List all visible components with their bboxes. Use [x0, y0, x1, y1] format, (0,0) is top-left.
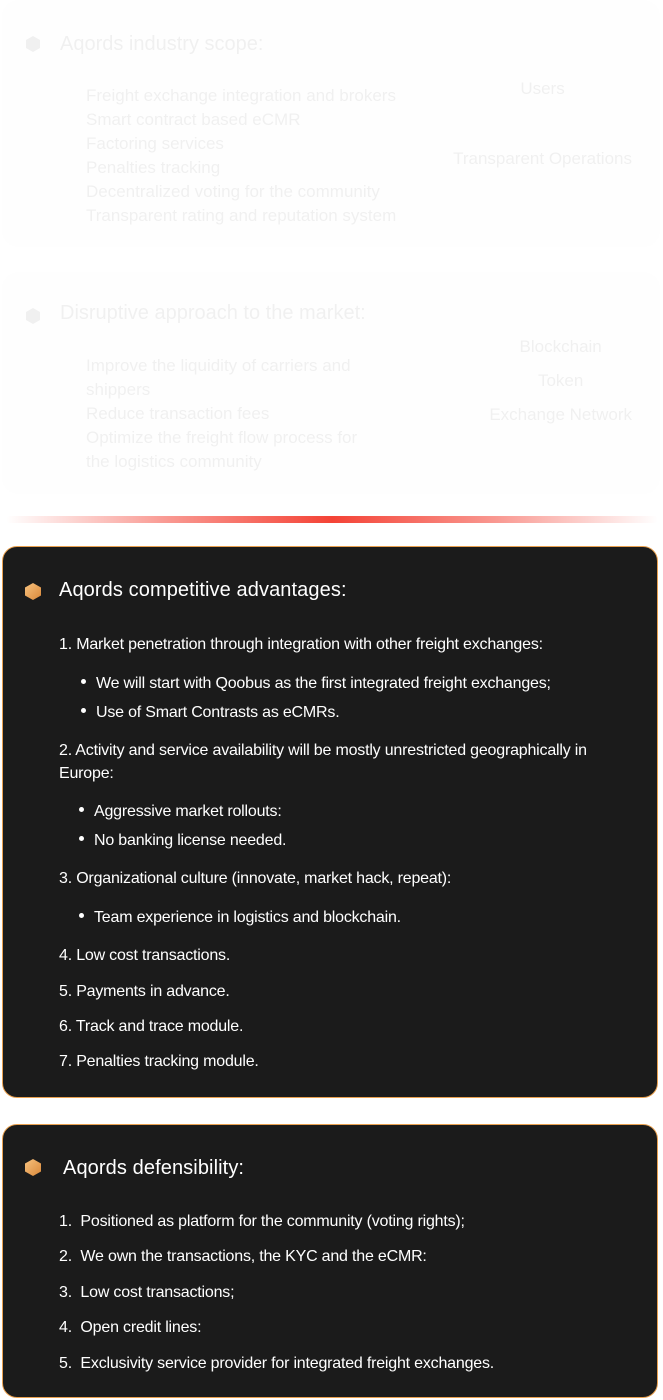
advantage-sub-item — [79, 829, 286, 852]
defensibility-item: 4. Open credit lines: — [59, 1319, 202, 1336]
side-label: Users — [520, 79, 565, 98]
sub-item-text: Use of Smart Contrasts as eCMRs. — [96, 704, 340, 721]
advantage-item: 5. Payments in advance. — [59, 983, 230, 1000]
hexagon-bullet-icon — [25, 583, 41, 600]
bullet-dot — [79, 807, 84, 812]
advantage-item: 1. Market penetration through integration with other freight exchanges: — [59, 636, 543, 653]
list-item: Improve the liquidity of carriers and — [86, 356, 351, 375]
bullet-dot — [81, 679, 86, 684]
side-label: Blockchain — [519, 337, 602, 356]
hexagon-bullet-icon — [25, 1159, 41, 1176]
card-title: Aqords industry scope: — [60, 33, 264, 55]
advantage-sub-item — [79, 906, 401, 929]
faded-card-industry-scope — [2, 0, 660, 247]
bullet-dot — [79, 836, 84, 841]
advantage-item: 7. Penalties tracking module. — [59, 1053, 259, 1070]
side-label: Transparent Operations — [453, 149, 632, 168]
advantage-item: 3. Organizational culture (innovate, market hack, repeat): — [59, 870, 452, 887]
section-divider — [6, 516, 658, 523]
side-labels — [453, 72, 632, 176]
sub-item-text: No banking license needed. — [94, 832, 287, 849]
advantage-item: 2. Activity and service availability will be mostly unrestricted geographically in Europe: — [59, 742, 587, 782]
list-item: Smart contract based eCMR — [86, 110, 301, 129]
faded-card-disruptive-approach — [2, 272, 660, 494]
advantage-sub-item — [81, 672, 551, 695]
list-item: Optimize the freight flow process for — [86, 428, 358, 447]
defensibility-item: 3. Low cost transactions; — [59, 1284, 235, 1301]
list-item: Decentralized voting for the community — [86, 182, 380, 201]
sub-item-text: We will start with Qoobus as the first integrated freight exchanges; — [96, 675, 551, 692]
advantage-item: 4. Low cost transactions. — [59, 947, 231, 964]
side-labels — [489, 330, 632, 432]
defensibility-item: 2. We own the transactions, the KYC and the eCMR: — [59, 1248, 427, 1265]
hexagon-bullet-icon — [26, 36, 40, 52]
defensibility-item: 5. Exclusivity service provider for integrated freight exchanges. — [59, 1355, 495, 1372]
card-title: Aqords competitive advantages: — [59, 579, 347, 601]
side-label: Token — [537, 371, 584, 390]
list-item: the logistics community — [86, 452, 262, 471]
list-item: Reduce transaction fees — [86, 404, 270, 423]
card-title: Aqords defensibility: — [63, 1157, 245, 1179]
list-item: Factoring services — [86, 134, 224, 153]
list-item: Freight exchange integration and brokers — [86, 86, 396, 105]
advantage-sub-item — [79, 800, 282, 823]
advantage-sub-item — [81, 701, 339, 724]
defensibility-card — [2, 1124, 658, 1398]
bullet-dot — [81, 708, 86, 713]
advantage-item: 6. Track and trace module. — [59, 1018, 244, 1035]
sub-item-text: Aggressive market rollouts: — [94, 803, 282, 820]
list-item: shippers — [86, 380, 151, 399]
scope-list — [86, 84, 396, 228]
approach-list — [86, 354, 357, 474]
bullet-dot — [79, 913, 84, 918]
list-item: Penalties tracking — [86, 158, 221, 177]
side-label: Exchange Network — [489, 405, 632, 424]
defensibility-item: 1. Positioned as platform for the community (voting rights); — [59, 1213, 465, 1230]
list-item: Transparent rating and reputation system — [86, 206, 397, 225]
sub-item-text: Team experience in logistics and blockchain. — [94, 909, 401, 926]
card-title: Disruptive approach to the market: — [60, 302, 366, 324]
hexagon-bullet-icon — [26, 308, 40, 324]
competitive-advantages-card — [2, 546, 658, 1098]
